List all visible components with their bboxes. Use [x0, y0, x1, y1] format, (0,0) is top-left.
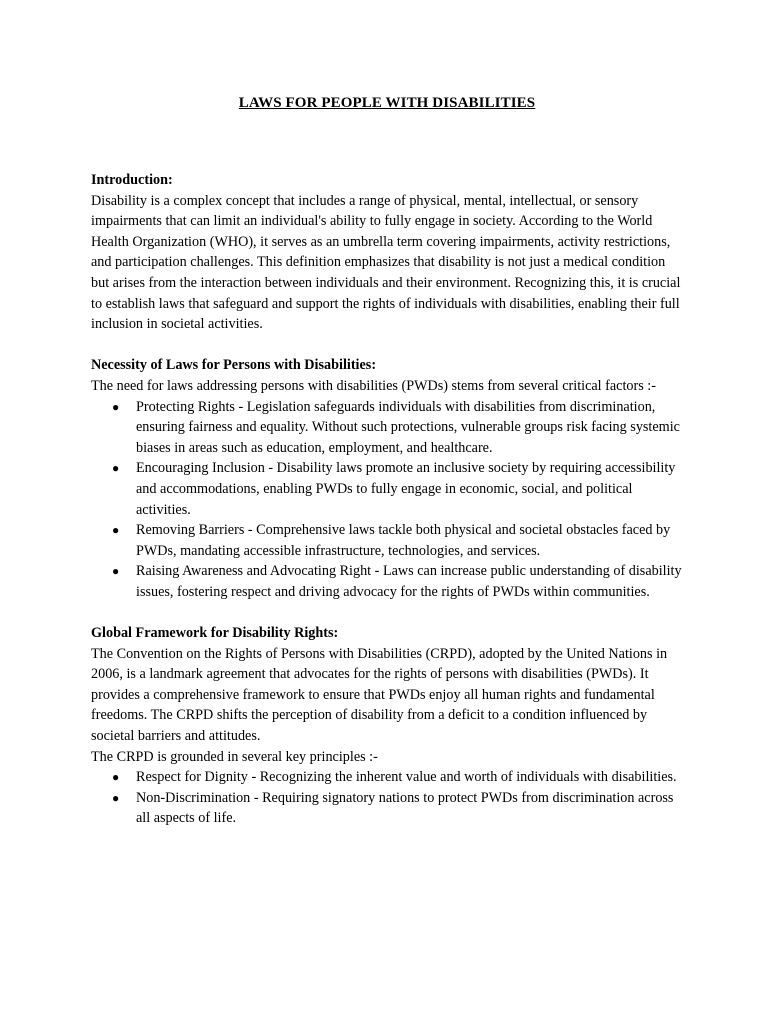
list-item	[91, 397, 683, 459]
section-heading: Introduction:	[91, 172, 173, 188]
bullet-icon: ●	[112, 770, 120, 785]
bullet-icon: ●	[112, 564, 120, 579]
bullet-icon: ●	[112, 461, 120, 476]
bullet-icon: ●	[112, 523, 120, 538]
bullet-icon: ●	[112, 790, 120, 805]
list-item	[91, 520, 683, 561]
list-item-text: Respect for Dignity - Recognizing the inherent value and worth of individuals with disabilities.	[136, 769, 677, 786]
list-item-text: Non-Discrimination - Requiring signatory nations to protect PWDs from discrimination across all aspects of life.	[136, 789, 674, 827]
list-item	[91, 458, 683, 520]
section-global-framework	[91, 623, 683, 829]
section-heading: Necessity of Laws for Persons with Disabilities:	[91, 357, 377, 374]
section-introduction	[91, 170, 683, 335]
list-item-text: Raising Awareness and Advocating Right - Laws can increase public understanding of disability issues, fostering respect and driving advocacy for the rights of PWDs within communities.	[136, 563, 682, 600]
section-necessity	[91, 355, 683, 602]
section-paragraph: Disability is a complex concept that includes a range of physical, mental, intellectual, or sensory impairments that can limit an individual's ability to fully engage in society. According to the World Health Organization (WHO), it serves as an umbrella term covering impairments, activity restrictions, and participation challenges. This definition emphasizes that disability is not just a medical condition but arises from the interaction between individuals and their environment. Recognizing this, it is crucial to establish laws that safeguard and support the rights of individuals with disabilities, enabling their full inclusion in societal activities.	[91, 192, 681, 333]
section-paragraph: The Convention on the Rights of Persons with Disabilities (CRPD), adopted by the United Nations in 2006, is a landmark agreement that advocates for the rights of persons with disabilities (PWDs). It provides a comprehensive framework to ensure that PWDs enjoy all human rights and fundamental freedoms. The CRPD shifts the perception of disability from a deficit to a condition influenced by societal barriers and attitudes.	[91, 645, 668, 745]
document-page	[91, 92, 683, 829]
bullet-list	[91, 767, 683, 829]
bullet-icon: ●	[112, 399, 120, 414]
list-item	[91, 788, 683, 829]
section-paragraph: The need for laws addressing persons with disabilities (PWDs) stems from several critical factors :-	[91, 377, 656, 394]
list-item-text: Removing Barriers - Comprehensive laws tackle both physical and societal obstacles faced by PWDs, mandating accessible infrastructure, technologies, and services.	[136, 522, 671, 559]
bullet-list	[91, 397, 683, 603]
list-item-text: Protecting Rights - Legislation safeguards individuals with disabilities from discrimination, ensuring fairness and equality. Without such protections, vulnerable groups risk facing systemic biases in areas such as education, employment, and healthcare.	[136, 398, 680, 456]
spacer	[91, 602, 683, 623]
list-item	[91, 561, 683, 602]
principles-intro: The CRPD is grounded in several key principles :-	[91, 748, 378, 765]
list-item	[91, 767, 683, 788]
section-heading: Global Framework for Disability Rights:	[91, 625, 339, 642]
list-item-text: Encouraging Inclusion - Disability laws promote an inclusive society by requiring accessibility and accommodations, enabling PWDs to fully engage in economic, social, and political activities.	[136, 460, 676, 518]
spacer	[91, 335, 683, 356]
document-title: LAWS FOR PEOPLE WITH DISABILITIES	[238, 95, 536, 111]
